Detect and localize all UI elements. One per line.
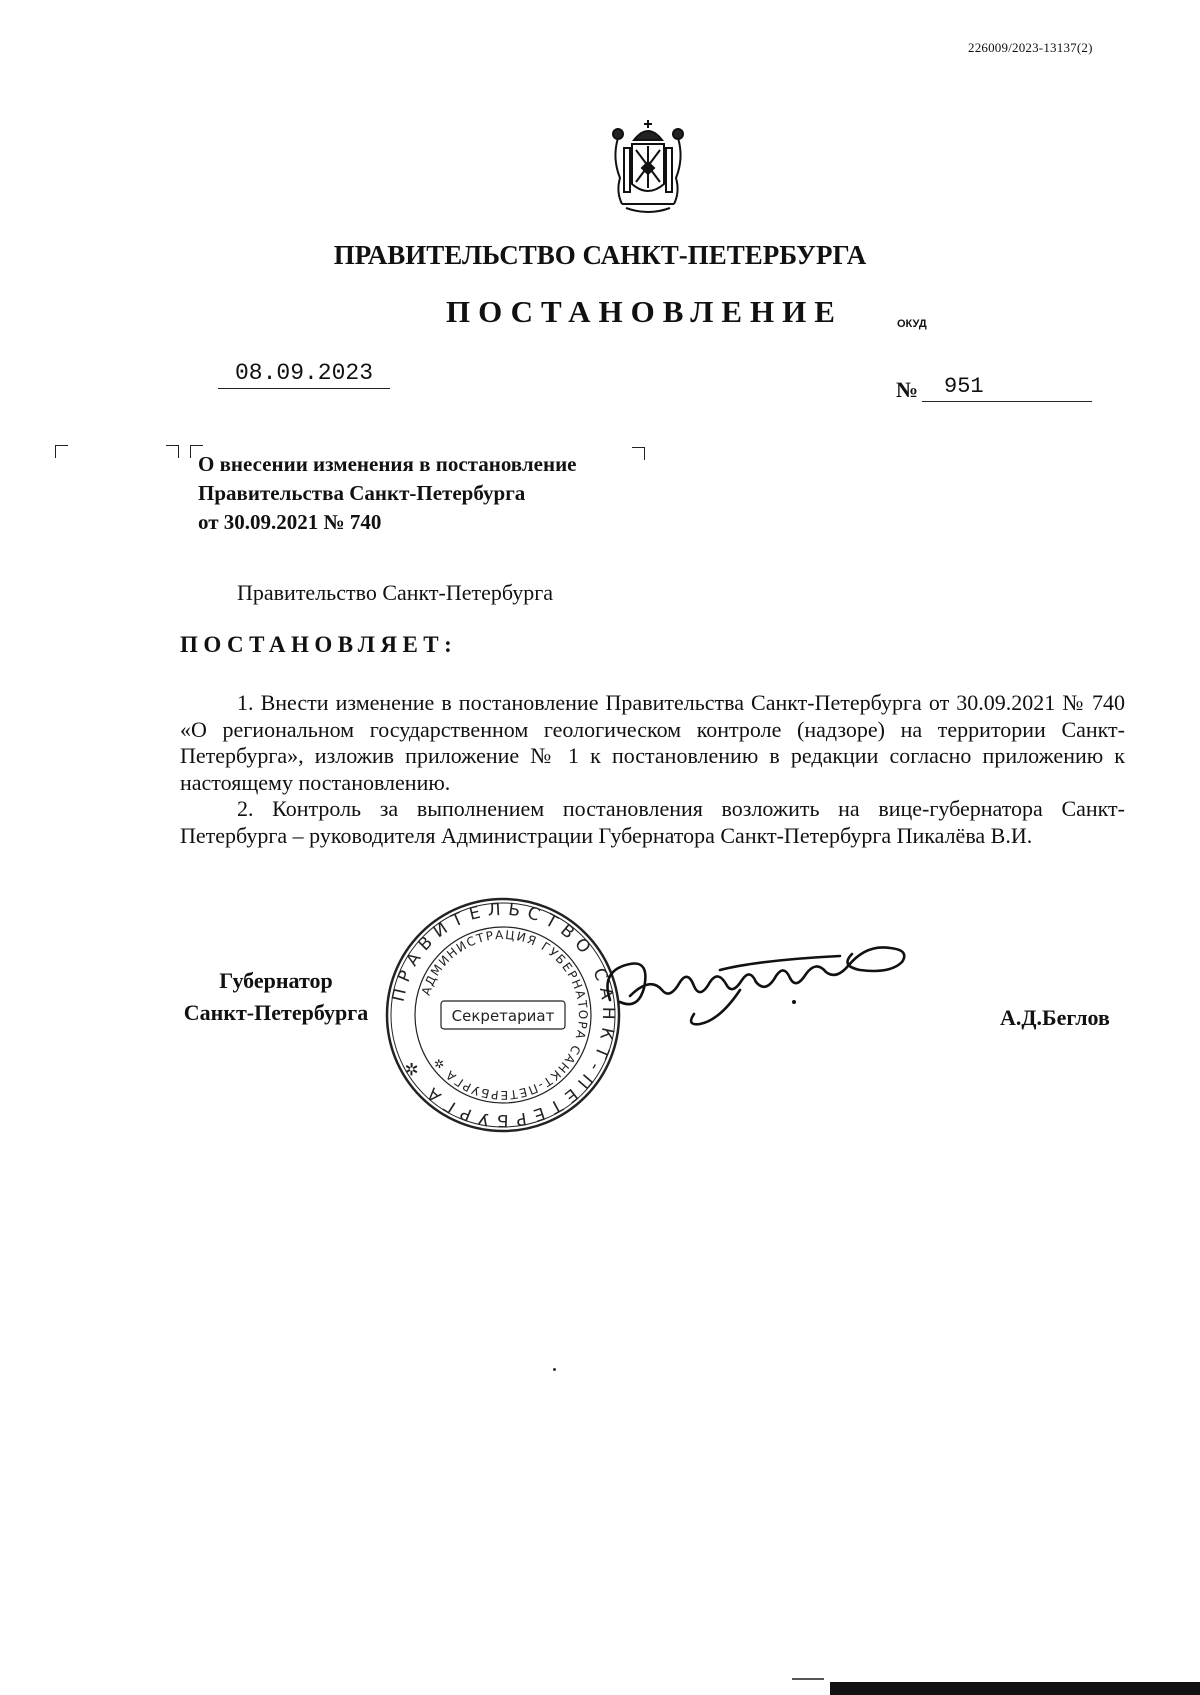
- body-text: [180, 690, 1125, 849]
- number-label: №: [896, 377, 919, 402]
- svg-text:Секретариат: Секретариат: [451, 1007, 555, 1025]
- document-type: ПОСТАНОВЛЕНИЕ: [446, 294, 843, 329]
- signer-title-line: Санкт-Петербурга: [183, 1000, 369, 1025]
- corner-mark-left: [55, 445, 68, 458]
- registration-code: 226009/2023-13137(2): [968, 40, 1093, 55]
- coat-of-arms-icon: [598, 118, 698, 218]
- signer-title-line: Губернатор: [219, 968, 333, 993]
- corner-mark-subject-right: [632, 447, 645, 460]
- signer-title: [176, 965, 376, 1029]
- corner-mark-subject-open: [166, 445, 179, 458]
- document-subject: [198, 450, 577, 537]
- document-number: 951: [922, 374, 1092, 402]
- signature-icon: [590, 930, 950, 1040]
- svg-text:АДМИНИСТРАЦИЯ ГУБЕРНАТОРА САНК: АДМИНИСТРАЦИЯ ГУБЕРНАТОРА САНКТ-ПЕТЕРБУРГА ✲: [418, 927, 591, 1103]
- paragraph: 1. Внести изменение в постановление Правительства Санкт-Петербурга от 30.09.2021 № 740 «О региональном государственном геологическом контроле (надзоре) на территории Санкт-Петербурга», изложив приложение № 1 к постановлению в редакции согласно приложению к настоящему постановлению.: [180, 690, 1125, 795]
- document-date: 08.09.2023: [218, 360, 390, 389]
- official-seal-icon: [383, 895, 623, 1135]
- subject-line: Правительства Санкт-Петербурга: [198, 481, 526, 505]
- okud-label: ОКУД: [897, 318, 927, 330]
- scan-edge-bar: [830, 1682, 1200, 1695]
- subject-line: от 30.09.2021 № 740: [198, 510, 382, 534]
- scan-dot: [553, 1368, 556, 1371]
- organization-title: ПРАВИТЕЛЬСТВО САНКТ-ПЕТЕРБУРГА: [333, 240, 867, 270]
- scan-edge-line: [792, 1678, 824, 1680]
- svg-text:ПРАВИТЕЛЬСТВО САНКТ-ПЕТЕРБУРГА: ПРАВИТЕЛЬСТВО САНКТ-ПЕТЕРБУРГА ✲: [388, 899, 619, 1131]
- paragraph: 2. Контроль за выполнением постановления возложить на вице-губернатора Санкт-Петербурга – руководителя Администрации Губернатора Санкт-Петербурга Пикалёва В.И.: [180, 796, 1125, 848]
- subject-line: О внесении изменения в постановление: [198, 452, 577, 476]
- decree-word: ПОСТАНОВЛЯЕТ:: [180, 632, 458, 657]
- signer-name: А.Д.Беглов: [1000, 1005, 1110, 1030]
- issuer: Правительство Санкт-Петербурга: [237, 580, 554, 605]
